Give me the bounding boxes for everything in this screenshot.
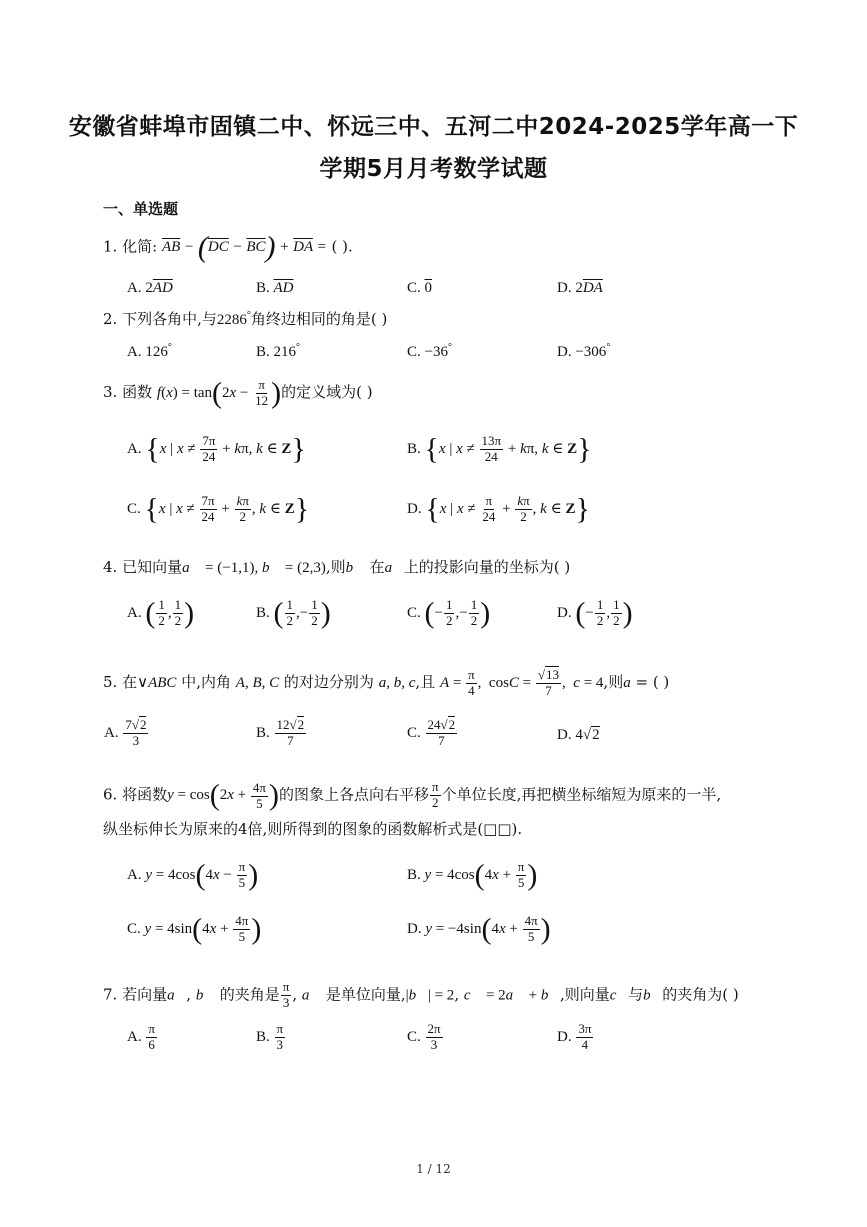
q6-option-d: D. y = −4sin(4x + $\frac{4\pi}{5}$ ) (407, 912, 551, 946)
page-number: 1 / 12 (416, 1162, 451, 1176)
q6-option-a: A. y = 4cos(4x − $\frac{\pi}{5}$ ) (127, 858, 259, 892)
q2-option-b: B. 216° (256, 342, 301, 360)
q7-option-d: D. $\frac{3\pi}{4}$ (557, 1021, 592, 1052)
question-2: 2. 下列各角中,与2286°角终边相同的角是( ) (103, 310, 388, 328)
question-5: 5. 在∨ABC 中,内角 A, B, C 的对边分别为 a, b, c,且 A = $\frac{\pi}{4}$ , cosC = $\frac{√13}{7}$ , c = 4,则a = ( ) (103, 667, 670, 698)
q2-option-c: C. −36° (407, 342, 452, 360)
q3-option-b: B. {x | x ≠ $\frac{13\pi}{24}$ + kπ, k ∈ Z} (407, 432, 592, 466)
title-line-1: 安徽省蚌埠市固镇二中、怀远三中、五河二中2024-2025学年高一下 (68, 114, 799, 140)
q1-option-b: B. $\overline{AD}$ (256, 280, 294, 296)
q4-option-c: C. (− $\frac{1}{2}$ ,− $\frac{1}{2}$ ) (407, 596, 491, 630)
q6-option-b: B. y = 4cos(4x + $\frac{\pi}{5}$ ) (407, 858, 538, 892)
question-6: 6. 将函数y = cos(2x + $\frac{4\pi}{5}$ )的图象上各点向右平移 $\frac{\pi}{2}$ 个单位长度,再把横坐标缩短为原来的一半, (103, 779, 722, 812)
q5-option-b: B. $\frac{12√2}{7}$ (256, 717, 305, 748)
q7-option-b: B. $\frac{\pi}{3}$ (256, 1021, 284, 1052)
question-3: 3. 函数 f(x) = tan(2x − $\frac{\pi}{12}$ )的定义域为( ) (103, 376, 373, 410)
q6-option-c: C. y = 4sin(4x + $\frac{4\pi}{5}$ ) (127, 912, 262, 946)
section-heading: 一、单选题 (103, 200, 179, 218)
q7-option-a: A. $\frac{\pi}{6}$ (127, 1021, 155, 1052)
q2-option-d: D. −306° (557, 342, 611, 360)
q3-option-a: A. {x | x ≠ $\frac{7\pi}{24}$ + kπ, k ∈ Z} (127, 432, 306, 466)
q2-option-a: A. 126° (127, 342, 172, 360)
question-6-line-2: 纵坐标伸长为原来的4倍,则所得到的图象的函数解析式是(□□). (103, 820, 523, 838)
question-1: 1. 化简: $\overline{AB} - (\overline{DC} - \overline{BC}) + \overline{DA}$ = ( ). (103, 231, 353, 264)
q1-option-a: A. $2\overline{AD}$ (127, 280, 173, 296)
q5-option-d: D. 4√2 (557, 727, 600, 743)
question-7: 7. 若向量a⃗, b⃗ 的夹角是 $\frac{\pi}{3}$ , a⃗ 是单位向量,|b⃗| = 2, c⃗ = 2a⃗ + b⃗,则向量c⃗与b⃗的夹角为( ) (103, 979, 739, 1010)
q1-option-c: C. 0 (407, 280, 433, 296)
q5-option-c: C. $\frac{24√2}{7}$ (407, 717, 456, 748)
q5-option-a: A. $\frac{7√2}{3}$ (104, 717, 147, 748)
q4-option-a: A. ( $\frac{1}{2}$ , $\frac{1}{2}$ ) (127, 596, 195, 630)
q3-option-d: D. {x | x ≠ $\frac{\pi}{24}$ + $\frac{k\pi}{2}$ , k ∈ Z} (407, 492, 590, 526)
q1-option-d: D. $2\overline{DA}$ (557, 280, 603, 296)
q7-option-c: C. $\frac{2\pi}{3}$ (407, 1021, 441, 1052)
q4-option-d: D. (− $\frac{1}{2}$ , $\frac{1}{2}$ ) (557, 596, 633, 630)
q3-option-c: C. {x | x ≠ $\frac{7\pi}{24}$ + $\frac{k\pi}{2}$ , k ∈ Z} (127, 492, 310, 526)
question-4: 4. 已知向量a⃗ = (−1,1), b⃗ = (2,3),则b⃗ 在a⃗上的投影向量的坐标为( ) (103, 558, 571, 576)
title-line-2: 学期5月月考数学试题 (319, 156, 548, 182)
q4-option-b: B. ( $\frac{1}{2}$ ,− $\frac{1}{2}$ ) (256, 596, 331, 630)
